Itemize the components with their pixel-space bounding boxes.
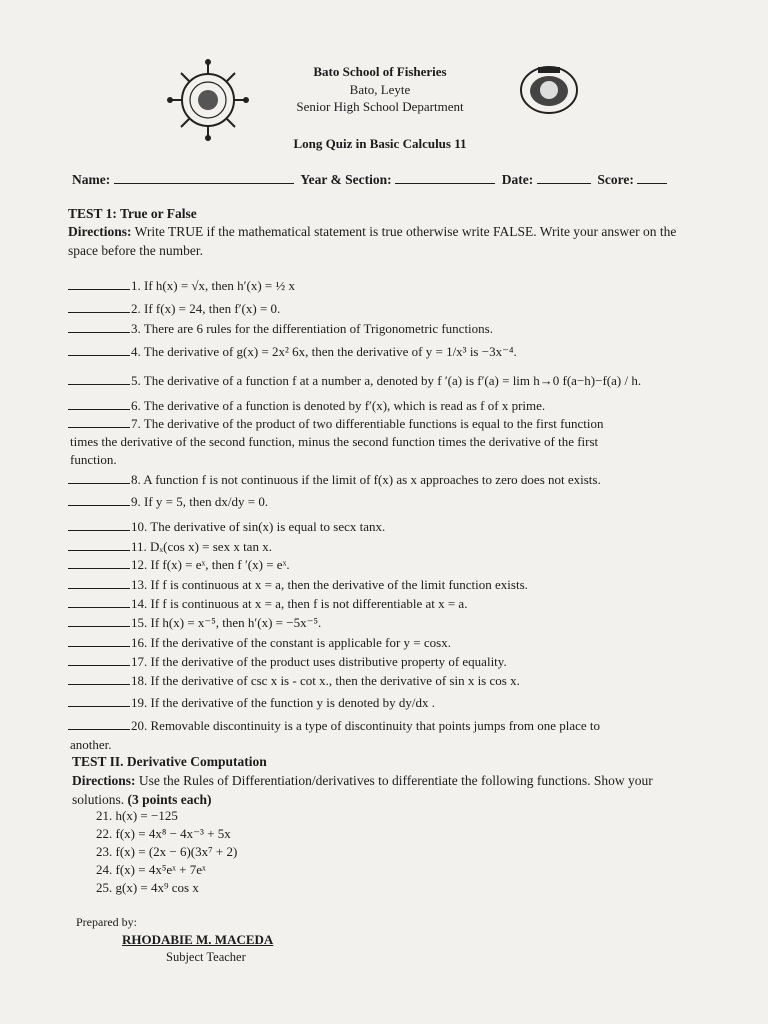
answer-blank[interactable]: [68, 654, 130, 666]
tf-item-7-end: function.: [70, 452, 117, 467]
teacher-role: Subject Teacher: [166, 950, 246, 964]
answer-blank[interactable]: [68, 278, 130, 290]
derivative-item-25: 25. g(x) = 4x⁹ cos x: [96, 880, 199, 895]
derivative-item-24: 24. f(x) = 4x⁵eˣ + 7eˣ: [96, 862, 206, 877]
test1-title: TEST 1: True or False: [68, 206, 197, 221]
answer-blank[interactable]: [68, 557, 130, 569]
answer-blank[interactable]: [68, 596, 130, 608]
tf-item-18: 18. If the derivative of csc x is - cot x., then the derivative of sin x is cos x.: [68, 673, 520, 689]
test2-points: (3 points each): [127, 792, 212, 807]
tf-item-19: 19. If the derivative of the function y is denoted by dy/dx .: [68, 695, 435, 711]
tf-item-4: 4. The derivative of g(x) = 2x² 6x, then the derivative of y = 1/x³ is −3x⁻⁴.: [68, 344, 517, 360]
tf-item-8: 8. A function f is not continuous if the limit of f(x) as x approaches to zero does not exists.: [68, 472, 601, 488]
answer-blank[interactable]: [68, 615, 130, 627]
answer-blank[interactable]: [68, 635, 130, 647]
test1-directions: [68, 222, 708, 260]
quiz-title: Long Quiz in Basic Calculus 11: [293, 136, 467, 151]
tf-item-9: 9. If y = 5, then dx/dy = 0.: [68, 494, 268, 510]
answer-blank[interactable]: [68, 472, 130, 484]
score-label: Score:: [597, 172, 634, 187]
tf-item-7: 7. The derivative of the product of two differentiable functions is equal to the first function: [68, 416, 603, 432]
name-label: Name:: [72, 172, 111, 187]
answer-blank[interactable]: [68, 539, 130, 551]
tf-item-20-continued: another.: [70, 737, 112, 752]
tf-item-3: 3. There are 6 rules for the differentiation of Trigonometric functions.: [68, 321, 493, 337]
tf-item-6: 6. The derivative of a function is denoted by f′(x), which is read as f of x prime.: [68, 398, 545, 414]
tf-item-5: 5. The derivative of a function f at a number a, denoted by f ′(a) is f′(a) = lim h→0 f(a−h)−f(a) / h.: [68, 373, 641, 389]
tf-item-13: 13. If f is continuous at x = a, then the derivative of the limit function exists.: [68, 577, 528, 593]
school-name: Bato School of Fisheries: [313, 64, 447, 79]
answer-blank[interactable]: [68, 519, 130, 531]
tf-item-12: 12. If f(x) = eˣ, then f ′(x) = eˣ.: [68, 557, 290, 573]
prepared-by-label: Prepared by:: [76, 915, 137, 929]
answer-blank[interactable]: [68, 301, 130, 313]
department-name: Senior High School Department: [296, 99, 464, 114]
test2-directions-label: Directions:: [72, 773, 136, 788]
test1-directions-text: Write TRUE if the mathematical statement is true otherwise write FALSE. Write your answer on the space before the number.: [68, 224, 677, 258]
tf-item-2: 2. If f(x) = 24, then f′(x) = 0.: [68, 301, 280, 317]
answer-blank[interactable]: [68, 373, 130, 385]
test2-directions: [72, 771, 708, 809]
answer-blank[interactable]: [68, 673, 130, 685]
school-town: Bato, Leyte: [349, 82, 411, 97]
date-label: Date:: [501, 172, 534, 187]
answer-blank[interactable]: [68, 398, 130, 410]
test2-directions-text: Use the Rules of Differentiation/derivatives to differentiate the following functions. Show your solutions.: [72, 773, 653, 807]
answer-blank[interactable]: [68, 494, 130, 506]
tf-item-14: 14. If f is continuous at x = a, then f is not differentiable at x = a.: [68, 596, 467, 612]
answer-blank[interactable]: [68, 718, 130, 730]
answer-blank[interactable]: [68, 577, 130, 589]
tf-item-1: 1. If h(x) = √x, then h′(x) = ½ x: [68, 278, 295, 294]
year-section-label: Year & Section:: [300, 172, 392, 187]
teacher-name: RHODABIE M. MACEDA: [122, 932, 274, 947]
tf-item-7-continued: times the derivative of the second function, minus the second function times the derivative of the first: [70, 434, 599, 449]
name-field[interactable]: [114, 172, 294, 184]
tf-item-10: 10. The derivative of sin(x) is equal to secx tanx.: [68, 519, 385, 535]
score-field[interactable]: [637, 172, 667, 184]
derivative-item-21: 21. h(x) = −125: [96, 808, 178, 823]
date-field[interactable]: [537, 172, 591, 184]
answer-blank[interactable]: [68, 416, 130, 428]
answer-blank[interactable]: [68, 695, 130, 707]
derivative-item-22: 22. f(x) = 4x⁸ − 4x⁻³ + 5x: [96, 826, 231, 841]
year-section-field[interactable]: [395, 172, 495, 184]
answer-blank[interactable]: [68, 321, 130, 333]
answer-blank[interactable]: [68, 344, 130, 356]
student-info-row: [72, 172, 708, 188]
tf-item-20: 20. Removable discontinuity is a type of discontinuity that points jumps from one place to: [68, 718, 600, 734]
test1-directions-label: Directions:: [68, 224, 132, 239]
tf-item-17: 17. If the derivative of the product uses distributive property of equality.: [68, 654, 507, 670]
tf-item-15: 15. If h(x) = x⁻⁵, then h′(x) = −5x⁻⁵.: [68, 615, 321, 631]
tf-item-11: 11. Dₓ(cos x) = sex x tan x.: [68, 539, 272, 555]
tf-item-16: 16. If the derivative of the constant is applicable for y = cosx.: [68, 635, 451, 651]
derivative-item-23: 23. f(x) = (2x − 6)(3x⁷ + 2): [96, 844, 238, 859]
test2-title: TEST II. Derivative Computation: [72, 754, 267, 769]
